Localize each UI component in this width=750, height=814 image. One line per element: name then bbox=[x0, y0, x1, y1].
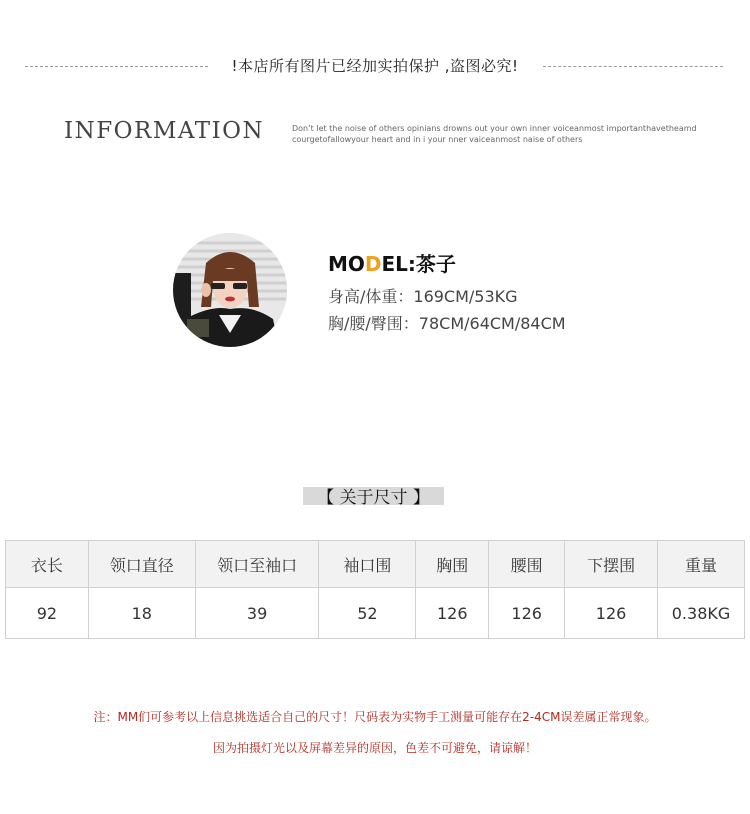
copyright-notice: !本店所有图片已经加实拍保护 ,盗图必究! bbox=[231, 57, 519, 75]
model-label-suffix: EL: bbox=[381, 252, 416, 276]
information-text-line2: courgetofallowyour heart and in i your nner vaiceanmost naise of others bbox=[292, 135, 583, 144]
information-title: INFORMATION bbox=[64, 118, 265, 144]
model-label-prefix: MO bbox=[328, 252, 365, 276]
size-table-header-row bbox=[6, 541, 745, 588]
size-table-header: 重量 bbox=[658, 541, 745, 588]
size-table-cell: 92 bbox=[6, 588, 89, 639]
size-table-header: 腰围 bbox=[489, 541, 565, 588]
model-name: 茶子 bbox=[415, 252, 456, 276]
size-table-cell: 18 bbox=[88, 588, 195, 639]
model-avatar bbox=[173, 233, 287, 347]
size-table-cell: 126 bbox=[489, 588, 565, 639]
color-note: 因为拍摄灯光以及屏幕差异的原因，色差不可避免，请谅解！ bbox=[212, 741, 537, 755]
size-table-cell: 39 bbox=[195, 588, 319, 639]
size-table-header: 领口至袖口 bbox=[195, 541, 319, 588]
size-section-title: 【 关于尺寸 】 bbox=[317, 488, 430, 508]
size-table-header: 胸围 bbox=[416, 541, 489, 588]
model-photo bbox=[173, 233, 287, 347]
model-measurements: 胸/腰/臀围：78CM/64CM/84CM bbox=[328, 314, 566, 333]
model-label-highlight: D bbox=[364, 252, 382, 276]
model-label bbox=[328, 248, 456, 277]
size-table-row bbox=[6, 588, 745, 639]
size-table-header: 袖口围 bbox=[319, 541, 416, 588]
size-table bbox=[5, 540, 745, 639]
size-note: 注：MM们可参考以上信息挑选适合自己的尺寸！尺码表为实物手工测量可能存在2-4CM误差属正常现象。 bbox=[93, 710, 657, 724]
size-table-cell: 126 bbox=[416, 588, 489, 639]
size-table-header: 下摆围 bbox=[565, 541, 658, 588]
size-table-header: 衣长 bbox=[6, 541, 89, 588]
information-text bbox=[292, 123, 712, 145]
size-table-cell: 126 bbox=[565, 588, 658, 639]
size-table-header: 领口直径 bbox=[88, 541, 195, 588]
size-table-cell: 0.38KG bbox=[658, 588, 745, 639]
model-height-weight: 身高/体重：169CM/53KG bbox=[328, 287, 518, 306]
size-table-cell: 52 bbox=[319, 588, 416, 639]
information-text-line1: Don’t let the noise of others opinians drowns out your own inner voiceanmost importanthavetheamd bbox=[292, 124, 697, 133]
